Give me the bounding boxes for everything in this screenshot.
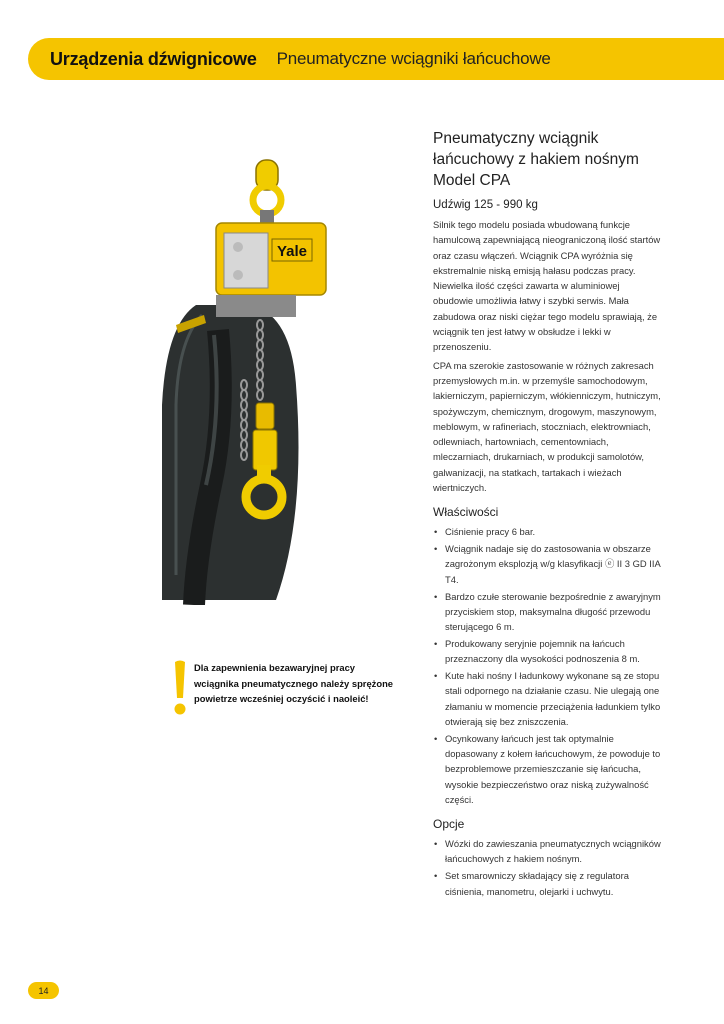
product-description <box>433 128 661 900</box>
description-paragraph: Silnik tego modelu posiada wbudowaną funkcje hamulcową zapewniającą nieograniczoną ilość startów oraz czasu włączeń. Wciągnik CPA wyróżnia się ekstremalnie niską emisją hałasu podczas pracy. Niewielka ilość części zawarta w aluminiowej obudowie umożliwia łatwy i szybki serwis. Mała zabudowa oraz niski ciężar tego modelu sprawiają, że wciągnik ten jest łatwy w obsłudze i lekki w przenoszeniu. <box>433 219 661 353</box>
page-number: 14 <box>28 982 59 999</box>
list-item: • Set smarowniczy składający się z regulatora ciśnienia, manometru, olejarki i uchwytu. <box>433 868 661 899</box>
title-line-3: Model CPA <box>433 172 511 189</box>
list-item: • Ocynkowany łańcuch jest tak optymalnie dopasowany z kołem łańcuchowym, że powoduje to bezproblemowe przemieszczanie się łańcucha, wysokie bezpieczeństwo oraz niską zużywalność części. <box>433 731 661 807</box>
list-item: • Bardzo czułe sterowanie bezpośrednie z awaryjnym przyciskiem stop, maksymalna długość przewodu sterującego 6 m. <box>433 589 661 635</box>
header-subcategory: Pneumatyczne wciągniki łańcuchowe <box>276 49 551 68</box>
title-line-2: łańcuchowy z hakiem nośnym <box>433 151 639 168</box>
product-image <box>156 155 371 605</box>
properties-heading: Właściwości <box>433 505 499 520</box>
list-item: • Wózki do zawieszania pneumatycznych wciągników łańcuchowych z hakiem nośnym. <box>433 836 661 867</box>
options-list <box>433 836 661 899</box>
warning-text: Dla zapewnienia bezawaryjnej pracy wciągnika pneumatycznego należy sprężone powietrze wcześniej oczyścić i naoleić! <box>194 662 394 704</box>
list-item: • Kute haki nośny I ładunkowy wykonane są ze stopu stali odpornego na działanie czasu. Nie ulegają one złamaniu w momencie przeciążenia ładunkiem tylko otwierają się bez zniszczenia. <box>433 668 661 729</box>
options-heading: Opcje <box>433 817 465 832</box>
title-line-1: Pneumatyczny wciągnik <box>433 130 599 147</box>
applications-paragraph: CPA ma szerokie zastosowanie w różnych zakresach przemysłowych m.in. w przemyśle samochodowym, lakierniczym, papierniczym, włókienniczym, hutniczym, spożywczym, chemicznym, drogowym, maszynowym, meblowym, w rafineriach, stoczniach, elektrowniach, odlewniach, hartowniach, cementowniach, mleczarniach, drukarniach, w produkcji samolotów, galwanizacji, na statkach, tartakach i wieżach wiertniczych. <box>433 359 661 494</box>
exclamation-icon <box>172 660 188 716</box>
header-category: Urządzenia dźwignicowe <box>50 48 257 69</box>
list-item: • Wciągnik nadaje się do zastosowania w obszarze zagrożonym eksplozją w/g klasyfikacji ⓔ II 3 GD IIA T4. <box>433 541 661 587</box>
list-item: • Ciśnienie pracy 6 bar. <box>433 524 661 539</box>
properties-list <box>433 524 661 807</box>
warning-note <box>172 660 397 720</box>
header-bar <box>28 38 724 80</box>
capacity: Udźwig 125 - 990 kg <box>433 199 538 211</box>
yale-logo: Yale <box>277 243 308 260</box>
product-title <box>433 128 661 191</box>
list-item: • Produkowany seryjnie pojemnik na łańcuch przeznaczony dla wysokości podnoszenia 8 m. <box>433 636 661 667</box>
